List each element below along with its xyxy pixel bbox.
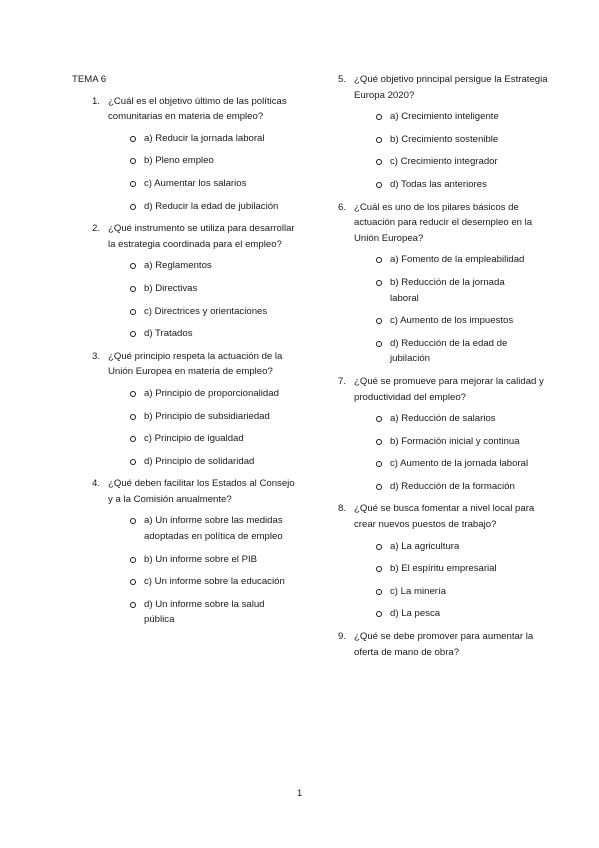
bullet-icon [376,137,382,143]
question-number: 2. [92,223,101,235]
document-title: TEMA 6 [72,74,107,85]
option-text: c) Directrices y orientaciones [144,305,268,317]
bullet-icon [376,341,382,347]
bullet-icon [130,286,136,292]
option-text: b) Reducción de la jornada laboral [390,276,505,304]
question-3 [72,349,302,470]
option-text: c) La minería [390,585,446,597]
question-text: ¿Qué objetivo principal persigue la Estrategia Europa 2020? [354,74,548,101]
option-item [108,304,286,320]
question-5 [318,72,548,193]
option-text: c) Crecimiento integrador [390,156,498,168]
option-item [108,409,286,425]
bullet-icon [130,181,136,187]
bullet-icon [130,414,136,420]
option-text: d) Principio de solidaridad [144,455,255,467]
question-number: 8. [338,503,347,515]
option-text: b) Principio de subsidiariedad [144,410,270,422]
option-text: a) Reglamentos [144,260,212,272]
option-item [354,539,532,555]
bullet-icon [130,518,136,524]
question-number: 4. [92,478,101,490]
option-text: b) Crecimiento sostenible [390,133,499,145]
option-item [354,132,532,148]
option-text: d) Reducir la edad de jubilación [144,200,279,212]
bullet-icon [130,579,136,585]
option-item [354,434,532,450]
bullet-icon [130,204,136,210]
option-item [108,131,286,147]
option-text: b) Formación inicial y continua [390,435,520,447]
option-item [108,597,286,628]
bullet-icon [376,439,382,445]
option-text: a) Reducir la jornada laboral [144,132,265,144]
option-list [108,131,302,214]
option-item [354,313,532,329]
option-item [354,177,532,193]
option-text: a) Crecimiento inteligente [390,111,499,123]
option-item [108,552,286,568]
option-item [108,176,286,192]
question-number: 6. [338,201,347,213]
option-text: d) Reducción de la formación [390,480,515,492]
question-number: 3. [92,350,101,362]
right-column [318,72,548,666]
option-item [354,252,532,268]
bullet-icon [130,331,136,337]
question-text: ¿Qué principio respeta la actuación de la Unión Europea en materia de empleo? [108,350,283,378]
question-text: ¿Qué instrumento se utiliza para desarrollar la estrategia coordinada para el empleo? [108,223,295,250]
option-text: d) La pesca [390,608,441,620]
bullet-icon [376,416,382,422]
bullet-icon [376,318,382,324]
bullet-icon [376,461,382,467]
option-item [108,454,286,470]
option-list [354,411,548,494]
bullet-icon [130,391,136,397]
option-item [354,154,532,170]
option-text: b) Pleno empleo [144,155,214,167]
option-text: d) Tratados [144,328,193,340]
option-item [108,574,286,590]
bullet-icon [376,280,382,286]
question-4 [72,476,302,628]
option-item [108,326,286,342]
bullet-icon [376,589,382,595]
option-item [108,281,286,297]
option-item [108,431,286,447]
left-column [72,72,302,635]
bullet-icon [130,309,136,315]
question-8 [318,501,548,622]
option-text: c) Aumentar los salarios [144,177,247,189]
option-list [354,252,548,367]
option-text: a) Fomento de la empleabilidad [390,254,525,266]
option-list [108,258,302,341]
option-text: a) La agricultura [390,540,460,552]
bullet-icon [130,263,136,269]
option-list [354,539,548,622]
question-7 [318,374,548,495]
option-text: d) Un informe sobre la salud pública [144,598,265,626]
option-item [354,275,532,306]
option-text: b) Directivas [144,282,198,294]
option-item [354,584,532,600]
option-item [354,479,532,495]
option-text: a) Principio de proporcionalidad [144,387,279,399]
option-text: c) Principio de igualdad [144,433,244,445]
bullet-icon [130,436,136,442]
bullet-icon [376,257,382,263]
bullet-icon [376,182,382,188]
option-item [354,606,532,622]
bullet-icon [376,566,382,572]
question-text: ¿Cuál es uno de los pilares básicos de actuación para reducir el desempleo en la Unión Europea? [354,201,533,244]
question-text: ¿Qué se debe promover para aumentar la oferta de mano de obra? [354,631,534,658]
bullet-icon [376,159,382,165]
option-item [354,336,532,367]
bullet-icon [130,602,136,608]
option-list [108,386,302,469]
bullet-icon [376,544,382,550]
option-text: c) Aumento de la jornada laboral [390,458,529,470]
question-number: 7. [338,375,347,387]
option-item [354,109,532,125]
option-text: d) Reducción de la edad de jubilación [390,337,508,365]
bullet-icon [130,459,136,465]
option-text: a) Un informe sobre las medidas adoptadas en política de empleo [144,515,283,543]
option-text: a) Reducción de salarios [390,413,496,425]
option-item [354,456,532,472]
question-number: 5. [338,74,347,85]
option-list [354,109,548,192]
option-text: c) Aumento de los impuestos [390,315,514,327]
question-text: ¿Qué se busca fomentar a nivel local para crear nuevos puestos de trabajo? [354,503,535,531]
option-item [354,411,532,427]
question-number: 9. [338,631,347,643]
page-number: 1 [296,788,303,799]
option-text: b) Un informe sobre el PIB [144,553,258,565]
question-text: ¿Qué se promueve para mejorar la calidad y productividad del empleo? [354,375,544,403]
bullet-icon [376,114,382,120]
option-text: b) El espíritu empresarial [390,563,497,575]
option-list [108,513,302,628]
question-9 [318,629,548,660]
bullet-icon [376,611,382,617]
question-text: ¿Cuál es el objetivo último de las políticas comunitarias en materia de empleo? [108,95,287,123]
bullet-icon [130,557,136,563]
option-item [108,199,286,215]
question-2 [72,221,302,342]
bullet-icon [376,484,382,490]
question-text: ¿Qué deben facilitar los Estados al Consejo y a la Comisión anualmente? [108,478,295,505]
option-item [354,561,532,577]
question-number: 1. [92,95,101,107]
question-6 [318,200,548,367]
option-text: c) Un informe sobre la educación [144,576,285,588]
option-item [108,153,286,169]
question-1 [72,94,302,215]
option-text: d) Todas las anteriores [390,178,487,190]
bullet-icon [130,158,136,164]
option-item [108,386,286,402]
bullet-icon [130,136,136,142]
option-item [108,258,286,274]
option-item [108,513,286,544]
